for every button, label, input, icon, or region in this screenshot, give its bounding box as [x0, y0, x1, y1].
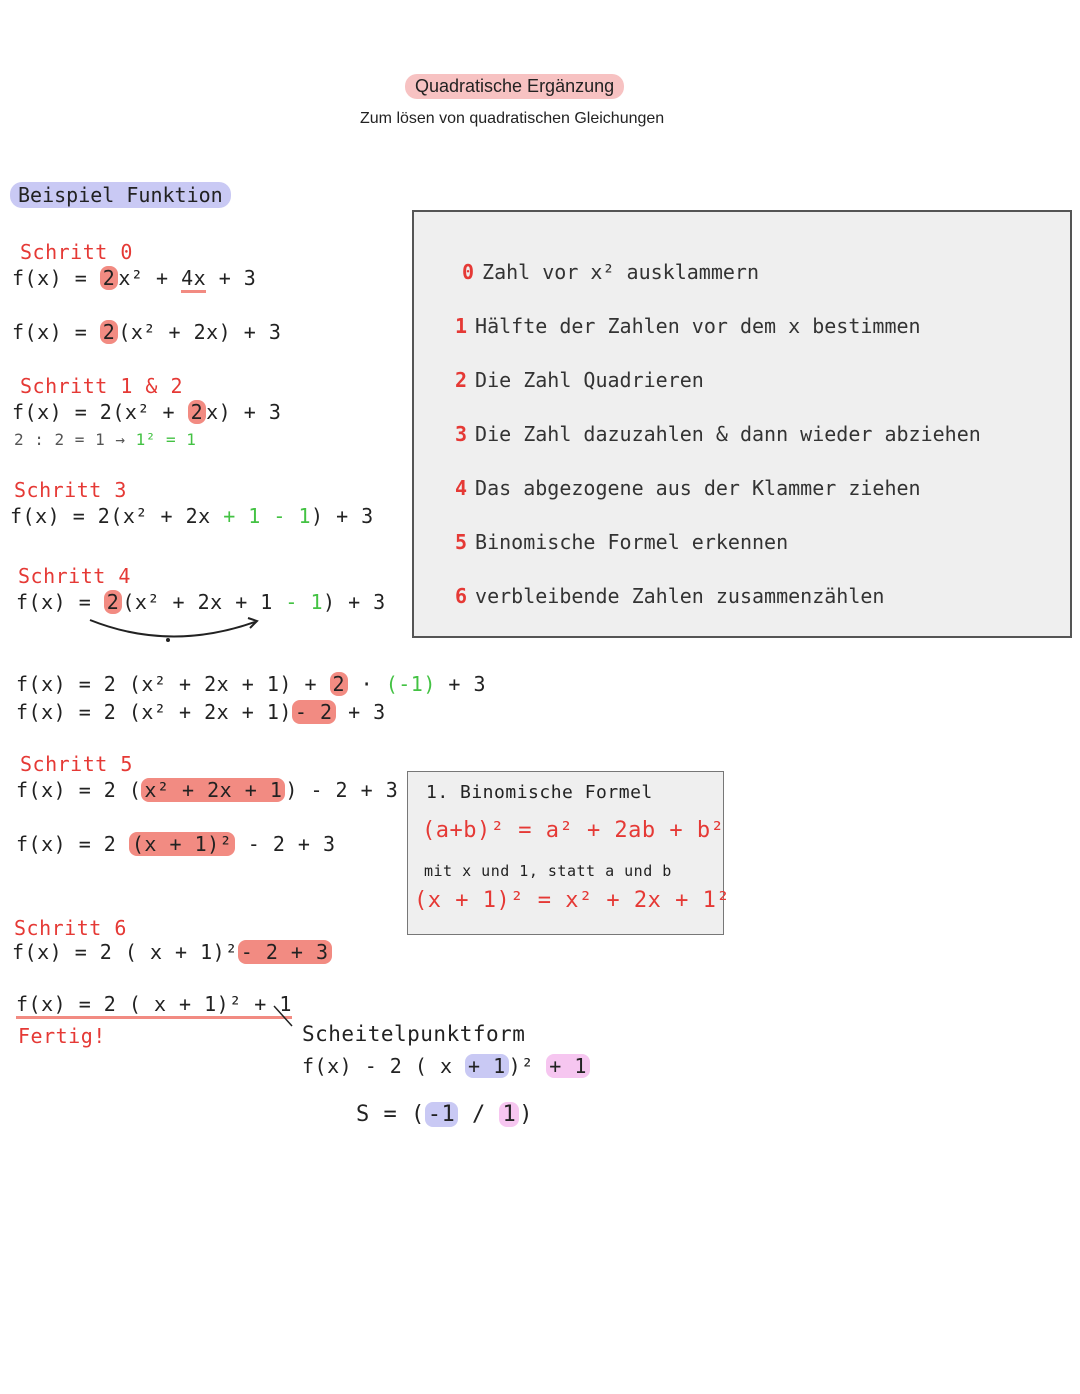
step-number: 2 [455, 368, 468, 392]
step-item-2 [455, 368, 704, 392]
text: ) - 2 + 3 [285, 778, 399, 802]
text: f(x) = [16, 590, 104, 614]
step-item-3 [455, 422, 981, 446]
step-3-line [10, 504, 374, 528]
step-text: Das abgezogene aus der Klammer ziehen [475, 476, 921, 500]
step-text: Binomische Formel erkennen [475, 530, 789, 554]
highlight-term: - 2 + 3 [238, 940, 332, 964]
step-number: 4 [455, 476, 468, 500]
step-0-line-2 [12, 320, 281, 344]
highlight-pink: 1 [499, 1102, 519, 1127]
text: f(x) = [12, 320, 100, 344]
vertex-point [356, 1102, 533, 1127]
binom-example: (x + 1)² = x² + 2x + 1² [414, 888, 731, 913]
highlight-term: (x + 1)² [129, 832, 235, 856]
text: f(x) = 2(x² + 2x [10, 504, 224, 528]
text: )² [508, 1054, 547, 1078]
text: / [458, 1102, 500, 1127]
arrow-icon [80, 612, 280, 652]
step-item-4 [455, 476, 921, 500]
highlight-coefficient: 2 [330, 672, 349, 696]
step-number: 6 [455, 584, 468, 608]
underlined-term: 4x [181, 266, 206, 293]
highlight-blue: + 1 [465, 1054, 509, 1078]
highlight-term: 2 [188, 400, 207, 424]
step-5-line-2 [16, 832, 336, 856]
text: ) [519, 1102, 533, 1127]
step-number: 3 [455, 422, 468, 446]
section-label: Beispiel Funktion [10, 182, 231, 208]
step-4-line-3 [16, 700, 386, 724]
step-number: 5 [455, 530, 468, 554]
highlight-pink: + 1 [546, 1054, 590, 1078]
step-0-label: Schritt 0 [20, 240, 133, 264]
highlight-blue: -1 [425, 1102, 459, 1127]
step-number: 1 [455, 314, 468, 338]
step-5-line-1 [16, 778, 398, 802]
highlight-coefficient: 2 [100, 266, 119, 290]
green-term: (-1) [385, 672, 436, 696]
text: S = ( [356, 1102, 425, 1127]
step-4-label: Schritt 4 [18, 564, 131, 588]
text: + 3 [335, 700, 386, 724]
step-item-5 [455, 530, 788, 554]
step-3-label: Schritt 3 [14, 478, 127, 502]
text: + 3 [435, 672, 487, 696]
step-4-line-2 [16, 672, 486, 696]
step-12-line-2 [14, 430, 196, 449]
vertex-label: Scheitelpunktform [302, 1022, 526, 1046]
highlight-coefficient: 2 [100, 320, 119, 344]
text: f(x) - 2 ( x [302, 1054, 466, 1078]
binom-note: mit x und 1, statt a und b [424, 862, 672, 880]
text: ) + 3 [323, 590, 386, 614]
binom-formula: (a+b)² = a² + 2ab + b² [422, 818, 725, 843]
green-term: - 1 [285, 590, 324, 614]
step-text: Zahl vor x² ausklammern [482, 260, 759, 284]
highlight-term: - 2 [292, 700, 336, 724]
page-subtitle: Zum lösen von quadratischen Gleichungen [360, 110, 665, 127]
step-text: Die Zahl dazuzahlen & dann wieder abziehen [475, 422, 981, 446]
step-6-label: Schritt 6 [14, 916, 127, 940]
text: ) + 3 [311, 504, 374, 528]
step-number: 0 [462, 260, 475, 284]
text: f(x) = 2 ( [16, 778, 142, 802]
step-text: Hälfte der Zahlen vor dem x bestimmen [475, 314, 921, 338]
step-6-line-2: f(x) = 2 ( x + 1)² + 1 [16, 992, 292, 1019]
text: (x² + 2x) + 3 [118, 320, 282, 344]
step-4-line-1 [16, 590, 386, 614]
step-text: Die Zahl Quadrieren [475, 368, 704, 392]
step-item-0 [462, 260, 759, 284]
text: f(x) = 2 (x² + 2x + 1) + [16, 672, 330, 696]
step-12-label: Schritt 1 & 2 [20, 374, 184, 398]
highlight-term: x² + 2x + 1 [141, 778, 285, 802]
connector-line-icon [272, 1004, 296, 1030]
text: x) + 3 [206, 400, 282, 424]
text: f(x) = 2(x² + [12, 400, 188, 424]
step-6-line-1 [12, 940, 332, 964]
step-item-6 [455, 584, 884, 608]
text: f(x) = 2 ( x + 1)² [12, 940, 238, 964]
step-item-1 [455, 314, 921, 338]
text: x² + [118, 266, 182, 290]
text: f(x) = 2 (x² + 2x + 1) [16, 700, 292, 724]
text: 2 : 2 = 1 → [14, 430, 136, 449]
green-term: + 1 - 1 [223, 504, 311, 528]
text: + 3 [206, 266, 257, 290]
step-0-line-1 [12, 266, 256, 290]
binom-title: 1. Binomische Formel [426, 782, 653, 803]
done-label: Fertig! [18, 1024, 106, 1048]
page-title: Quadratische Ergänzung [405, 74, 624, 99]
text: (x² + 2x + 1 [122, 590, 286, 614]
text: f(x) = 2 [16, 832, 129, 856]
text: f(x) = [12, 266, 100, 290]
highlight-coefficient: 2 [104, 590, 123, 614]
green-result: 1² = 1 [135, 430, 197, 449]
text: · [348, 672, 386, 696]
step-12-line-1 [12, 400, 281, 424]
vertex-formula [302, 1054, 590, 1078]
step-text: verbleibende Zahlen zusammenzählen [475, 584, 885, 608]
text: - 2 + 3 [235, 832, 336, 856]
step-5-label: Schritt 5 [20, 752, 133, 776]
